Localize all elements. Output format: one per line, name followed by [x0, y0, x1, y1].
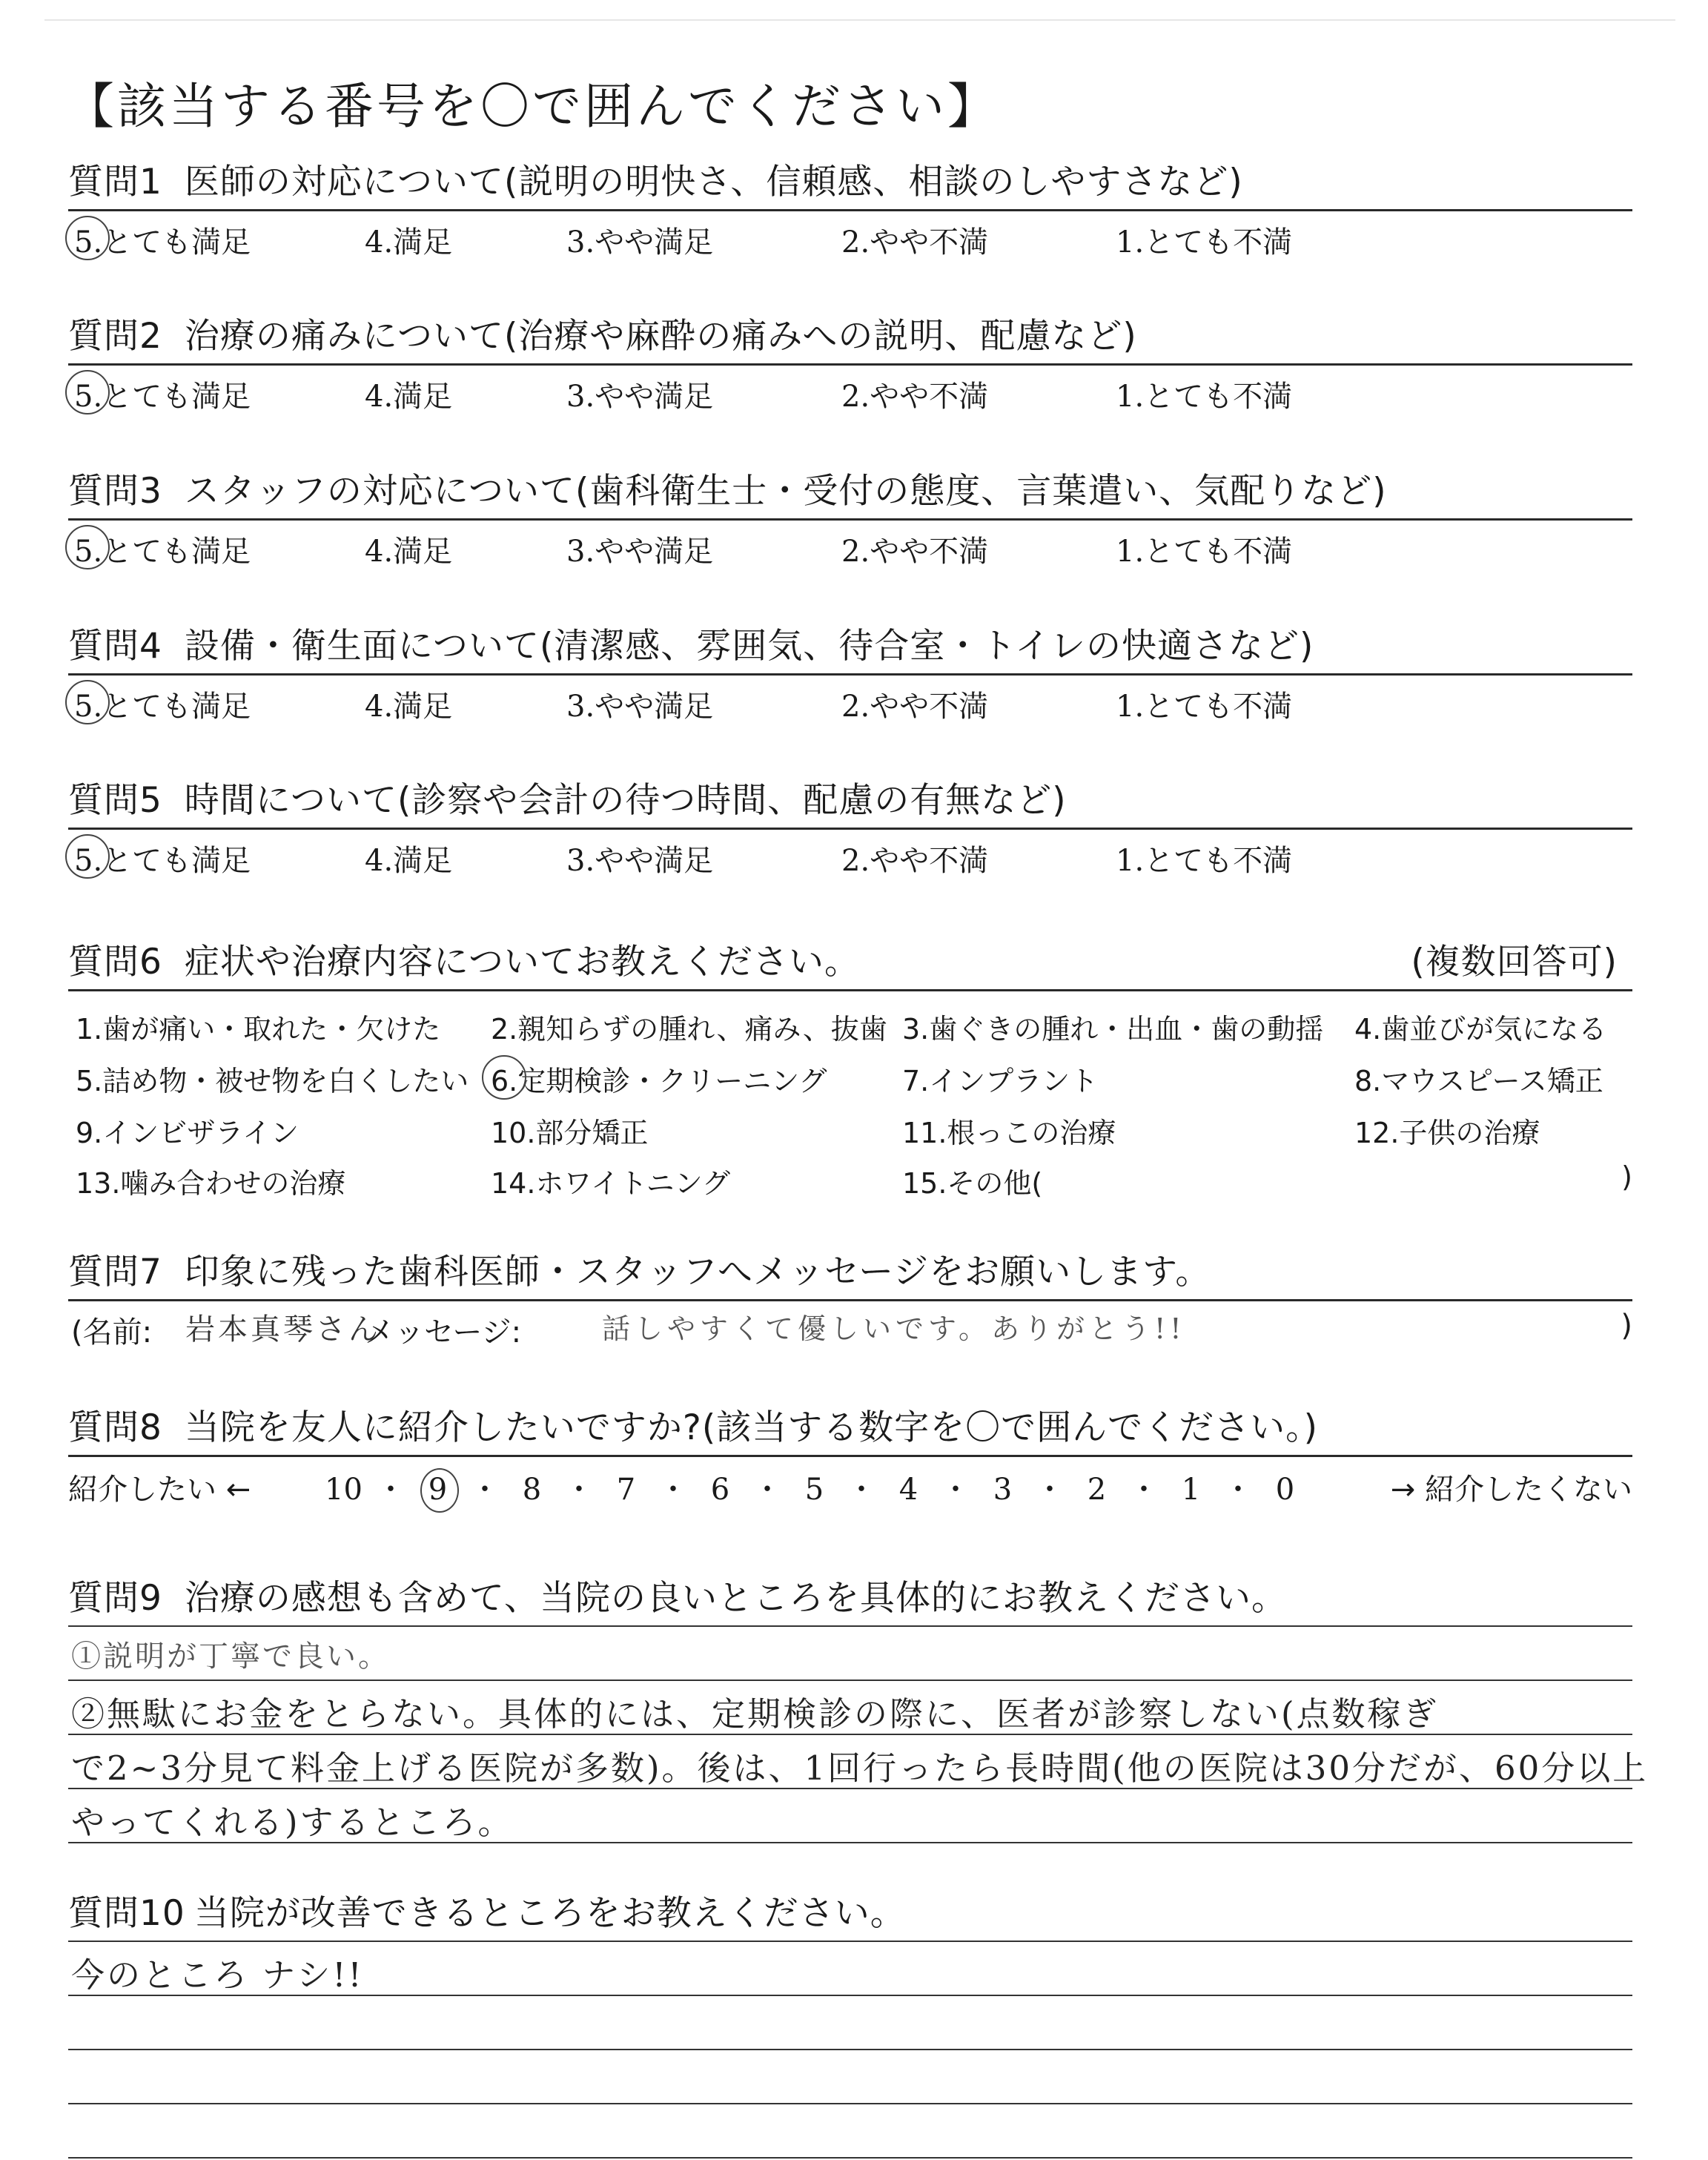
- symptom-option[interactable]: 9.インビザライン: [76, 1117, 299, 1149]
- question-2-title: [68, 310, 1632, 366]
- rating-option[interactable]: 2.やや不満: [841, 844, 989, 878]
- answer-text: ①説明が丁寧で良い。: [71, 1639, 390, 1674]
- separator-dot: ・: [376, 1473, 406, 1507]
- other-close-paren: ): [1621, 1160, 1632, 1193]
- rating-option[interactable]: 4.満足: [365, 844, 453, 878]
- rating-option-selected[interactable]: 5.とても満足: [74, 373, 251, 415]
- question-label: 質問2: [68, 316, 162, 357]
- recommend-number-selected[interactable]: 9: [414, 1473, 461, 1507]
- question-label: 質問5: [68, 780, 162, 821]
- rating-option[interactable]: 1.とても不満: [1116, 690, 1293, 724]
- separator-dot: ・: [1129, 1473, 1159, 1507]
- rating-option[interactable]: 2.やや不満: [841, 535, 989, 569]
- answer-line[interactable]: [68, 1735, 1649, 1789]
- close-paren: ): [1621, 1309, 1632, 1343]
- rating-scale: [68, 521, 1632, 568]
- question-10-title: [68, 1887, 1632, 1942]
- instruction-header: 【該当する番号を〇で囲んでください】: [65, 78, 999, 135]
- rating-option[interactable]: 3.やや満足: [566, 380, 714, 414]
- question-7: [68, 1246, 1632, 1353]
- rating-option[interactable]: 4.満足: [365, 535, 453, 569]
- question-3: [68, 465, 1632, 568]
- question-text: 当院を友人に紹介したいですか?(該当する数字を〇で囲んでください。): [184, 1407, 1319, 1448]
- question-label: 質問6: [68, 942, 162, 982]
- answer-text: で2~3分見て料金上げる医院が多数)。後は、1回行ったら長時間(他の医院は30分だが、60分以上: [71, 1748, 1649, 1788]
- question-4-title: [68, 620, 1632, 676]
- question-text: 設備・衛生面について(清潔感、雰囲気、待合室・トイレの快適さなど): [184, 626, 1314, 667]
- multi-answer-note: (複数回答可): [1411, 942, 1618, 982]
- question-1: [68, 156, 1632, 259]
- separator-dot: ・: [564, 1473, 594, 1507]
- answer-line[interactable]: [68, 2050, 1632, 2104]
- answer-line[interactable]: [68, 1681, 1632, 1735]
- rating-option[interactable]: 1.とても不満: [1116, 380, 1293, 414]
- symptom-option-selected[interactable]: 6.定期検診・クリーニング: [491, 1058, 827, 1099]
- rating-option-selected[interactable]: 5.とても満足: [74, 528, 251, 570]
- symptom-option[interactable]: 12.子供の治療: [1354, 1117, 1540, 1149]
- question-text: 当院が改善できるところをお教えください。: [193, 1893, 906, 1934]
- rating-option[interactable]: 4.満足: [365, 225, 453, 260]
- message-label: メッセージ:: [365, 1315, 522, 1350]
- recommend-number[interactable]: 8: [522, 1473, 542, 1507]
- separator-dot: ・: [470, 1473, 500, 1507]
- separator-dot: ・: [1035, 1473, 1065, 1507]
- recommend-number[interactable]: 3: [993, 1473, 1013, 1507]
- recommend-numbers: [320, 1466, 1308, 1508]
- answer-line[interactable]: [68, 1942, 1632, 1996]
- message-row: [68, 1301, 1632, 1353]
- separator-dot: ・: [658, 1473, 688, 1507]
- rating-scale: [68, 211, 1632, 259]
- symptom-option[interactable]: 10.部分矯正: [491, 1117, 649, 1149]
- question-2: [68, 310, 1632, 413]
- question-text: 治療の感想も含めて、当院の良いところを具体的にお教えください。: [184, 1578, 1287, 1619]
- recommend-number[interactable]: 2: [1087, 1473, 1107, 1507]
- question-7-title: [68, 1246, 1632, 1301]
- rating-option[interactable]: 2.やや不満: [841, 690, 989, 724]
- question-label: 質問9: [68, 1578, 162, 1619]
- recommend-number[interactable]: 1: [1181, 1473, 1201, 1507]
- question-text: 治療の痛みについて(治療や麻酔の痛みへの説明、配慮など): [184, 316, 1137, 357]
- rating-option[interactable]: 3.やや満足: [566, 225, 714, 260]
- question-4: [68, 620, 1632, 723]
- question-8-title: [68, 1401, 1632, 1457]
- question-label: 質問10: [68, 1893, 185, 1934]
- recommend-number[interactable]: 5: [804, 1473, 824, 1507]
- recommend-number[interactable]: 6: [710, 1473, 730, 1507]
- rating-option[interactable]: 3.やや満足: [566, 690, 714, 724]
- rating-option[interactable]: 4.満足: [365, 690, 453, 724]
- symptom-option[interactable]: 4.歯並びが気になる: [1354, 1013, 1607, 1046]
- symptom-option[interactable]: 11.根っこの治療: [902, 1117, 1116, 1149]
- question-10: [68, 1887, 1632, 2159]
- name-field[interactable]: 岩本真琴さん: [185, 1312, 381, 1347]
- answer-line[interactable]: [68, 2104, 1632, 2159]
- rating-option-selected[interactable]: 5.とても満足: [74, 683, 251, 725]
- separator-dot: ・: [847, 1473, 876, 1507]
- message-field[interactable]: 話しやすくて優しいです。ありがとう!!: [602, 1312, 1186, 1345]
- symptom-option[interactable]: 13.噛み合わせの治療: [76, 1167, 346, 1200]
- question-label: 質問7: [68, 1252, 162, 1292]
- recommend-scale: [68, 1457, 1632, 1509]
- symptom-option[interactable]: 8.マウスピース矯正: [1354, 1065, 1603, 1097]
- rating-option[interactable]: 1.とても不満: [1116, 535, 1293, 569]
- separator-dot: ・: [941, 1473, 970, 1507]
- question-label: 質問3: [68, 471, 162, 512]
- answer-line[interactable]: [68, 1996, 1632, 2050]
- rating-option[interactable]: 2.やや不満: [841, 380, 989, 414]
- question-text: 印象に残った歯科医師・スタッフへメッセージをお願いします。: [184, 1252, 1211, 1292]
- recommend-number[interactable]: 4: [898, 1473, 918, 1507]
- question-text: 時間について(診察や会計の待つ時間、配慮の有無など): [184, 780, 1067, 821]
- rating-option[interactable]: 3.やや満足: [566, 844, 714, 878]
- separator-dot: ・: [752, 1473, 782, 1507]
- symptom-option-other[interactable]: 15.その他(: [902, 1167, 1043, 1200]
- symptom-option[interactable]: 5.詰め物・被せ物を白くしたい: [76, 1065, 469, 1097]
- question-9-title: [68, 1572, 1632, 1627]
- question-text: 症状や治療内容についてお教えください。: [184, 942, 860, 982]
- rating-option[interactable]: 1.とても不満: [1116, 225, 1293, 260]
- question-5: [68, 774, 1632, 877]
- question-1-title: [68, 156, 1632, 211]
- rating-option[interactable]: 4.満足: [365, 380, 453, 414]
- question-8: [68, 1401, 1632, 1509]
- symptom-option[interactable]: 1.歯が痛い・取れた・欠けた: [76, 1013, 441, 1046]
- answer-line[interactable]: [68, 1627, 1632, 1681]
- symptom-option[interactable]: 7.インプラント: [902, 1065, 1099, 1097]
- top-border: [44, 19, 1675, 21]
- question-6: [68, 936, 1632, 1206]
- rating-option-selected[interactable]: 5.とても満足: [74, 219, 251, 261]
- recommend-number[interactable]: 0: [1275, 1473, 1295, 1507]
- recommend-left-label: 紹介したい ←: [68, 1473, 251, 1507]
- symptom-option[interactable]: 3.歯ぐきの腫れ・出血・歯の動揺: [902, 1013, 1324, 1046]
- rating-scale: [68, 366, 1632, 413]
- symptom-options: [68, 991, 1632, 1206]
- rating-scale: [68, 830, 1632, 877]
- question-label: 質問4: [68, 626, 162, 667]
- answer-text: やってくれる)するところ。: [71, 1803, 514, 1842]
- question-text: スタッフの対応について(歯科衛生士・受付の態度、言葉遣い、気配りなど): [184, 471, 1387, 512]
- question-9: [68, 1572, 1649, 1843]
- rating-option[interactable]: 3.やや満足: [566, 535, 714, 569]
- symptom-option[interactable]: 14.ホワイトニング: [491, 1167, 731, 1200]
- question-label: 質問1: [68, 162, 162, 202]
- separator-dot: ・: [1223, 1473, 1253, 1507]
- recommend-number[interactable]: 10: [325, 1473, 363, 1507]
- rating-option[interactable]: 2.やや不満: [841, 225, 989, 260]
- question-3-title: [68, 465, 1632, 521]
- rating-scale: [68, 676, 1632, 723]
- symptom-option[interactable]: 2.親知らずの腫れ、痛み、抜歯: [491, 1013, 887, 1046]
- name-label: (名前:: [71, 1315, 153, 1350]
- recommend-right-label: → 紹介したくない: [1390, 1473, 1632, 1507]
- question-6-title: [68, 936, 1632, 991]
- question-label: 質問8: [68, 1407, 162, 1448]
- question-text: 医師の対応について(説明の明快さ、信頼感、相談のしやすさなど): [184, 162, 1243, 202]
- answer-line[interactable]: [68, 1789, 1632, 1843]
- rating-option-selected[interactable]: 5.とても満足: [74, 837, 251, 879]
- question-5-title: [68, 774, 1632, 830]
- answer-text: 今のところ ナシ!!: [71, 1955, 364, 1995]
- recommend-number[interactable]: 7: [616, 1473, 636, 1507]
- rating-option[interactable]: 1.とても不満: [1116, 844, 1293, 878]
- answer-text: ②無駄にお金をとらない。具体的には、定期検診の際に、医者が診察しない(点数稼ぎ: [71, 1694, 1439, 1734]
